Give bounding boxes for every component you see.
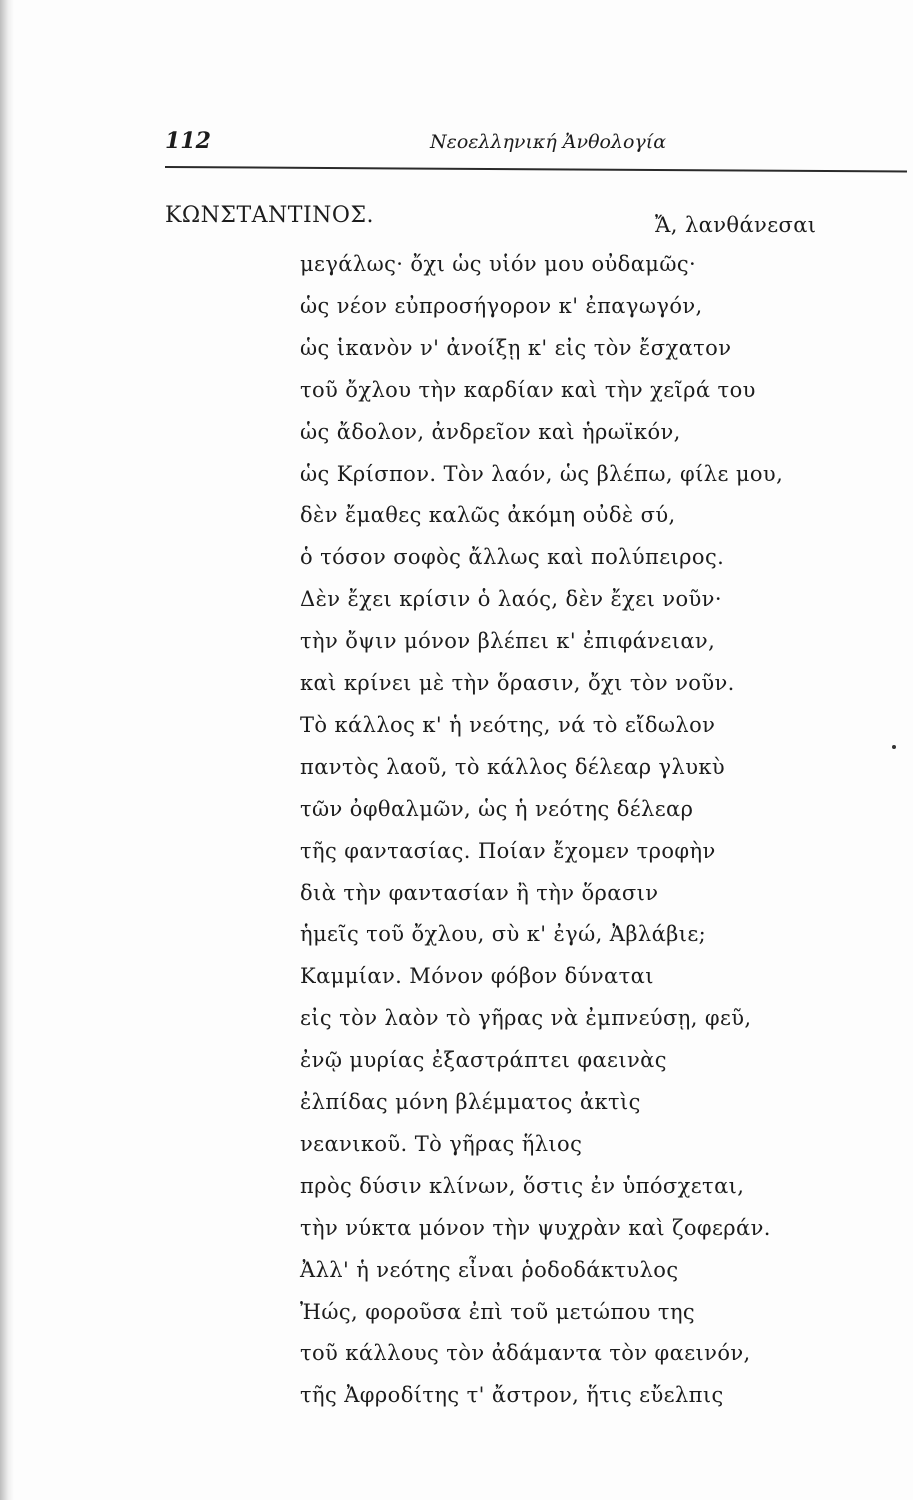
verse-line: Καμμίαν. Μόνον φόβον δύναται [300, 964, 654, 989]
running-title: Νεοελληνική Ἀνθολογία [430, 131, 667, 153]
verse-line: τῶν ὀφθαλμῶν, ὡς ἡ νεότης δέλεαρ [300, 796, 694, 821]
verse-line: δὲν ἔμαθες καλῶς ἀκόμη οὐδὲ σύ, [300, 503, 676, 528]
page-header [165, 128, 905, 158]
header-rule [165, 166, 907, 173]
verse-line: νεανικοῦ. Τὸ γῆρας ἥλιος [300, 1131, 583, 1156]
verse-line: πρὸς δύσιν κλίνων, ὅστις ἐν ὑπόσχεται, [300, 1173, 745, 1198]
verse-line: παντὸς λαοῦ, τὸ κάλλος δέλεαρ γλυκὺ [300, 754, 726, 779]
verse-line: ὡς νέον εὐπροσήγορον κ' ἐπαγωγόν, [300, 293, 703, 318]
verse-line: τῆς Ἀφροδίτης τ' ἄστρον, ἥτις εὔελπις [300, 1383, 724, 1408]
verse-line: ὡς ἄδολον, ἀνδρεῖον καὶ ἡρωϊκόν, [300, 419, 681, 444]
verse-line: διὰ τὴν φαντασίαν ἢ τὴν ὅρασιν [300, 880, 659, 905]
verse-line: Ἀλλ' ἡ νεότης εἶναι ῥοδοδάκτυλος [300, 1257, 679, 1282]
verse-line: μεγάλως· ὄχι ὡς υἱόν μου οὐδαμῶς· [300, 252, 697, 276]
verse-line: εἰς τὸν λαὸν τὸ γῆρας νὰ ἐμπνεύσῃ, φεῦ, [300, 1006, 752, 1031]
verse-line: Δὲν ἔχει κρίσιν ὁ λαός, δὲν ἔχει νοῦν· [300, 587, 722, 612]
ink-speck [892, 745, 896, 749]
verse-line: Τὸ κάλλος κ' ἡ νεότης, νά τὸ εἴδωλον [300, 712, 716, 737]
verse-first-line: Ἄ, λανθάνεσαι [655, 213, 817, 237]
verse-line: τὴν ὄψιν μόνον βλέπει κ' ἐπιφάνειαν, [300, 629, 716, 654]
page-number: 112 [165, 128, 211, 154]
verse-line: τὴν νύκτα μόνον τὴν ψυχρὰν καὶ ζοφεράν. [300, 1215, 771, 1240]
verse-line: ἐλπίδας μόνη βλέμματος ἀκτὶς [300, 1090, 641, 1114]
speaker-name: ΚΩΝΣΤΑΝΤΙΝΟΣ. [165, 203, 374, 228]
verse-line: καὶ κρίνει μὲ τὴν ὅρασιν, ὄχι τὸν νοῦν. [300, 671, 735, 695]
verse-line: ἡμεῖς τοῦ ὄχλου, σὺ κ' ἐγώ, Ἀβλάβιε; [300, 922, 707, 947]
verse-line: Ἠώς, φοροῦσα ἐπὶ τοῦ μετώπου της [300, 1299, 696, 1324]
verse-line: ἐνῷ μυρίας ἐξαστράπτει φαεινὰς [300, 1048, 667, 1073]
verse-line: ὁ τόσον σοφὸς ἄλλως καὶ πολύπειρος. [300, 545, 725, 570]
page-gutter-shadow [0, 0, 14, 1500]
verse-line: ὡς Κρίσπον. Τὸν λαόν, ὡς βλέπω, φίλε μου, [300, 461, 784, 486]
verse-line: τοῦ ὄχλου τὴν καρδίαν καὶ τὴν χεῖρά του [300, 377, 756, 402]
verse-line: ὡς ἱκανὸν ν' ἀνοίξῃ κ' εἰς τὸν ἔσχατον [300, 335, 732, 360]
verse-line: τῆς φαντασίας. Ποίαν ἔχομεν τροφὴν [300, 838, 716, 863]
verse-line: τοῦ κάλλους τὸν ἀδάμαντα τὸν φαεινόν, [300, 1341, 751, 1366]
